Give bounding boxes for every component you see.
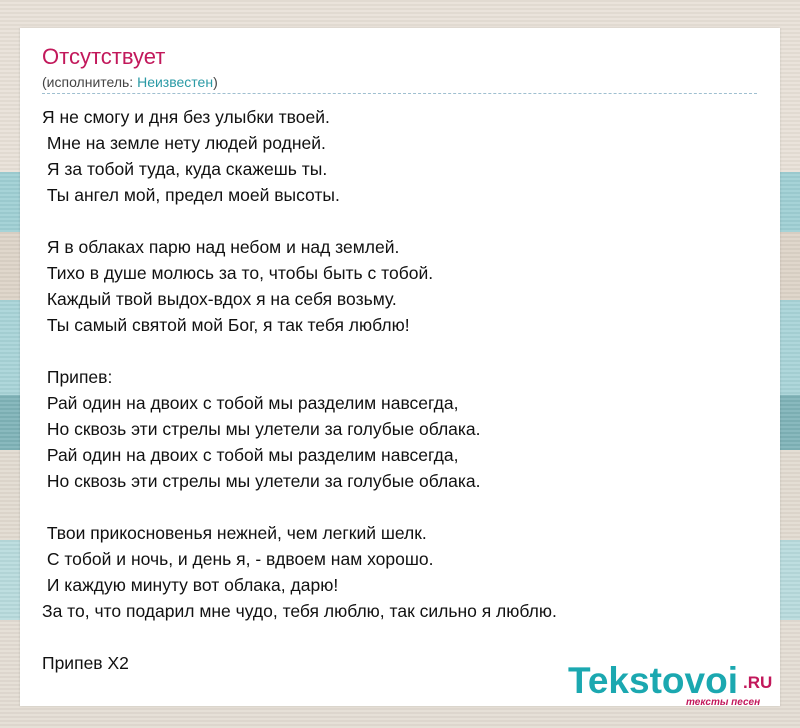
artist-suffix: ) bbox=[213, 74, 218, 90]
site-logo[interactable] bbox=[568, 660, 778, 706]
song-title: Отсутствует bbox=[42, 44, 166, 69]
logo-tagline: тексты песен bbox=[686, 697, 761, 708]
lyrics-text: Я не смогу и дня без улыбки твоей. Мне на земле нету людей родней. Я за тобой туда, куда скажешь ты. Ты ангел мой, предел моей высоты. Я в облаках парю над небом и над землей. Тихо в душе молюсь за то, чтобы быть с тобой. Каждый твой выдох-вдох я на себя возьму. Ты самый святой мой Бог, я так тебя люблю! Припев: Рай один на двоих с тобой мы разделим навсегда, Но сквозь эти стрелы мы улетели за голубые облака. Рай один на двоих с тобой мы разделим навсегда, Но сквозь эти стрелы мы улетели за голубые облака. Твои прикосновенья нежней, чем легкий шелк. С тобой и ночь, и день я, - вдвоем нам хорошо. И каждую минуту вот облака, дарю! За то, что подарил мне чудо, тебя люблю, так сильно я люблю. Припев Х2 bbox=[42, 107, 557, 673]
logo-tld: .RU bbox=[743, 673, 773, 692]
lyrics-sheet bbox=[20, 28, 780, 706]
logo-wordmark: Tekstovoi bbox=[568, 660, 738, 701]
artist-line bbox=[42, 74, 218, 90]
divider bbox=[42, 93, 757, 94]
artist-link[interactable]: Неизвестен bbox=[137, 74, 214, 90]
artist-prefix: (исполнитель: bbox=[42, 74, 138, 90]
